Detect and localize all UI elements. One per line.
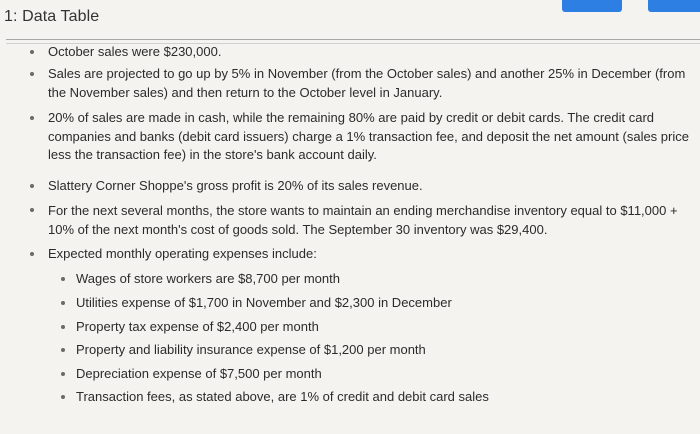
sub-list-item: Property and liability insurance expense of $1,200 per month <box>76 342 426 357</box>
sub-list-item: Utilities expense of $1,700 in November and $2,300 in December <box>76 295 452 310</box>
bullet-dot <box>30 116 34 120</box>
list-item: October sales were $230,000. <box>48 44 222 59</box>
list-item: Sales are projected to go up by 5% in November (from the October sales) and another 25% in December (from the November sales) and then return to the October level in January. <box>48 66 686 100</box>
list-item: For the next several months, the store wants to maintain an ending merchandise inventory equal to $11,000 + 10% of the next month's cost of goods sold. The September 30 inventory was $29,400. <box>48 203 678 237</box>
sub-bullet-dot <box>61 325 65 329</box>
dialog-header <box>0 0 700 40</box>
list-item: Slattery Corner Shoppe's gross profit is 20% of its sales revenue. <box>48 178 423 193</box>
dialog-title: 1: Data Table <box>4 8 100 25</box>
sub-bullet-dot <box>61 395 65 399</box>
header-divider <box>6 39 700 40</box>
bullet-dot <box>30 50 34 54</box>
toolbar-button[interactable] <box>562 0 622 12</box>
sub-list-item: Transaction fees, as stated above, are 1% of credit and debit card sales <box>76 389 489 404</box>
toolbar-button[interactable] <box>648 0 700 12</box>
bullet-dot <box>30 252 34 256</box>
sub-bullet-dot <box>61 372 65 376</box>
sub-list-item: Wages of store workers are $8,700 per month <box>76 271 340 286</box>
sub-bullet-dot <box>61 301 65 305</box>
sub-list-item: Depreciation expense of $7,500 per month <box>76 366 322 381</box>
bullet-dot <box>30 208 34 212</box>
list-item: Expected monthly operating expenses include: <box>48 246 317 261</box>
sub-bullet-dot <box>61 277 65 281</box>
bullet-dot <box>30 184 34 188</box>
list-item: 20% of sales are made in cash, while the remaining 80% are paid by credit or debit cards. The credit card companies and banks (debit card issuers) charge a 1% transaction fee, and deposit the net amount (sales price less the transaction fee) in the store's bank account daily. <box>48 110 689 162</box>
sub-bullet-dot <box>61 348 65 352</box>
bullet-dot <box>30 72 34 76</box>
sub-list-item: Property tax expense of $2,400 per month <box>76 319 319 334</box>
